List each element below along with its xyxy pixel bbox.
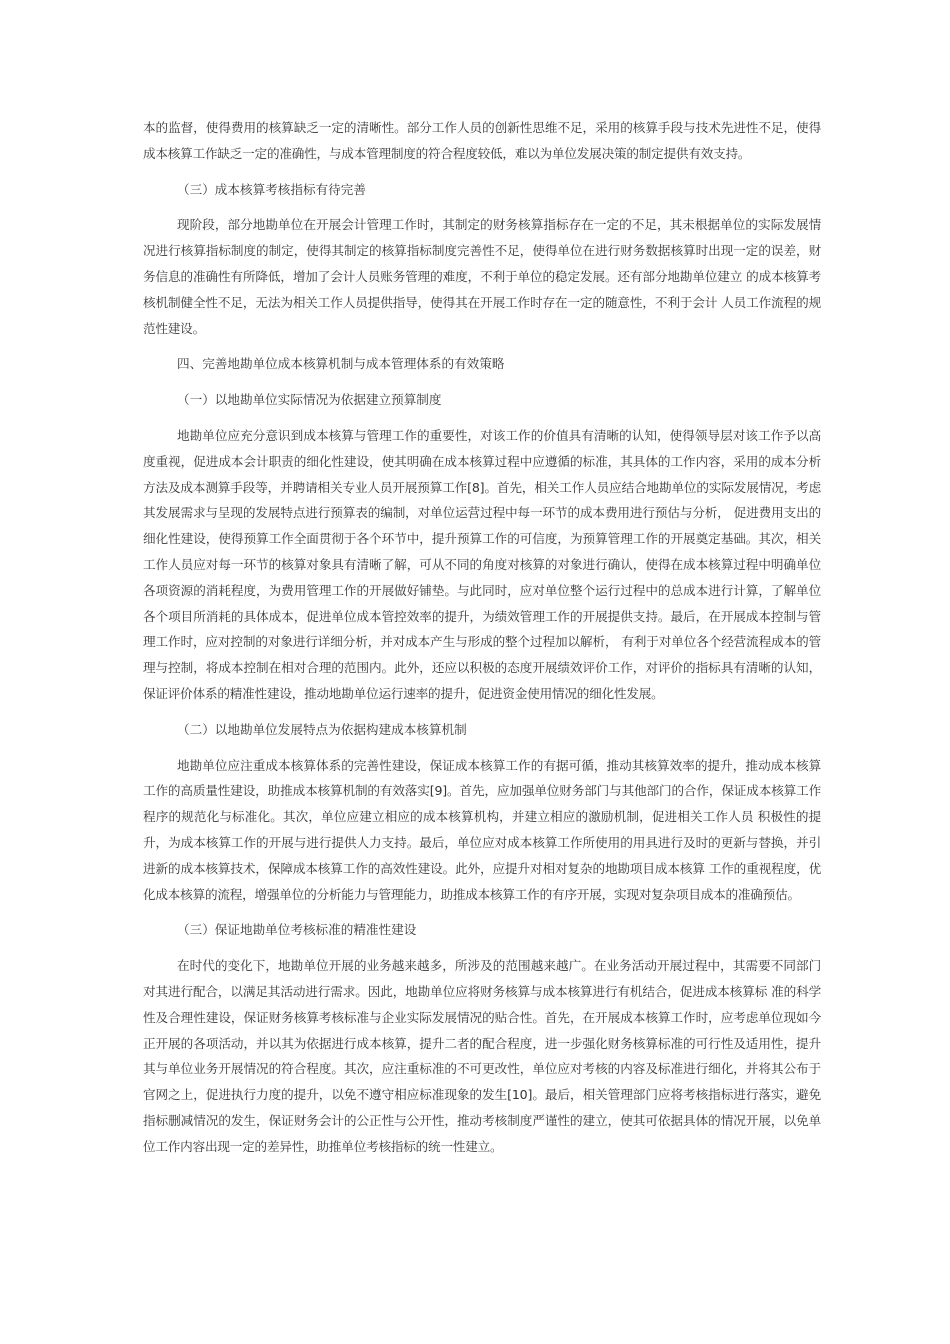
subheading-4-3: （三）保证地勘单位考核标准的精准性建设 (177, 922, 417, 938)
subheading-3-cost-indicators: （三）成本核算考核指标有待完善 (177, 181, 366, 197)
paragraph-standards: 在时代的变化下，地勘单位开展的业务越来越多，所涉及的范围越来越广。在业务活动开展过程中，其需要不同部门对其进行配合，以满足其活动进行需求。因此，地勘单位应将财务核算与成本核算进行有机结合，促进成本核算标 准的科学性及合理性建设，保证财务核算考核标准与企业实际发展情况的贴合性。首先，在开展成本核算工作时，应考虑单位现如今正开展的各项活动，并以其为依据进行成本核算，提升二者的配合程度，进一步强化财务核算标准的可行性及适用性，提升其与单位业务开展情况的符合程度。其次，应注重标准的不可更改性，单位应对考核的内容及标准进行细化，并将其公布于官网之上，促进执行力度的提升，以免不遵守相应标准现象的发生[10]。最后，相关管理部门应将考核指标进行落实，避免指标删减情况的发生，保证财务会计的公正性与公开性，推动考核制度严谨性的建立，使其可依据具体的情况开展，以免单位工作内容出现一定的差异性，助推单位考核指标的统一性建立。 (143, 958, 821, 1154)
subheading-4-1: （一）以地勘单位实际情况为依据建立预算制度 (177, 392, 442, 408)
document-page (143, 115, 821, 1159)
paragraph-indicators: 现阶段，部分地勘单位在开展会计管理工作时，其制定的财务核算指标存在一定的不足，其未根据单位的实际发展情况进行核算指标制度的制定，使得其制定的核算指标制度完善性不足，使得单位在进行财务数据核算时出现一定的误差，财务信息的准确性有所降低，增加了会计人员账务管理的难度，不利于单位的稳定发展。还有部分地勘单位建立 的成本核算考核机制健全性不足，无法为相关工作人员提供指导，使得其在开展工作时存在一定的随意性，不利于会计 人员工作流程的规范性建设。 (143, 217, 821, 336)
paragraph-continued: 本的监督，使得费用的核算缺乏一定的清晰性。部分工作人员的创新性思维不足，采用的核算手段与技术先进性不足，使得成本核算工作缺乏一定的准确性，与成本管理制度的符合程度较低，难以为单位发展决策的制定提供有效支持。 (143, 120, 821, 161)
section-heading-4: 四、完善地勘单位成本核算机制与成本管理体系的有效策略 (177, 356, 505, 372)
paragraph-budget: 地勘单位应充分意识到成本核算与管理工作的重要性，对该工作的价值具有清晰的认知，使得领导层对该工作予以高度重视，促进成本会计职责的细化性建设，使其明确在成本核算过程中应遵循的标准，其具体的工作内容，采用的成本分析方法及成本测算手段等，并聘请相关专业人员开展预算工作[8]。首先，相关工作人员应结合地勘单位的实际发展情况，考虑其发展需求与呈现的发展特点进行预算表的编制，对单位运营过程中每一环节的成本费用进行预估与分析， 促进费用支出的细化性建设，使得预算工作全面贯彻于各个环节中，提升预算工作的可信度，为预算管理工作的开展奠定基础。其次，相关工作人员应对每一环节的核算对象具有清晰了解，可从不同的角度对核算的对象进行确认，使得在成本核算过程中明确单位各项资源的消耗程度，为费用管理工作的开展做好铺垫。与此同时，应对单位整个运行过程中的总成本进行计算，了解单位各个项目所消耗的具体成本，促进单位成本管控效率的提升，为绩效管理工作的开展提供支持。最后，在开展成本控制与管理工作时，应对控制的对象进行详细分析，并对成本产生与形成的整个过程加以解析， 有利于对单位各个经营流程成本的管理与控制，将成本控制在相对合理的范围内。此外，还应以积极的态度开展绩效评价工作，对评价的指标具有清晰的认知，保证评价体系的精准性建设，推动地勘单位运行速率的提升，促进资金使用情况的细化性发展。 (143, 427, 821, 701)
subheading-4-2: （二）以地勘单位发展特点为依据构建成本核算机制 (177, 721, 467, 737)
paragraph-mechanism: 地勘单位应注重成本核算体系的完善性建设，保证成本核算工作的有据可循，推动其核算效率的提升，推动成本核算工作的高质量性建设，助推成本核算机制的有效落实[9]。首先，应加强单位财务部门与其他部门的合作，保证成本核算工作程序的规范化与标准化。其次，单位应建立相应的成本核算机构，并建立相应的激励机制，促进相关工作人员 积极性的提升，为成本核算工作的开展与进行提供人力支持。最后，单位应对成本核算工作所使用的用具进行及时的更新与替换，并引进新的成本核算技术，保障成本核算工作的高效性建设。此外，应提升对相对复杂的地勘项目成本核算 工作的重视程度，优化成本核算的流程，增强单位的分析能力与管理能力，助推成本核算工作的有序开展，实现对复杂项目成本的准确预估。 (143, 757, 821, 902)
